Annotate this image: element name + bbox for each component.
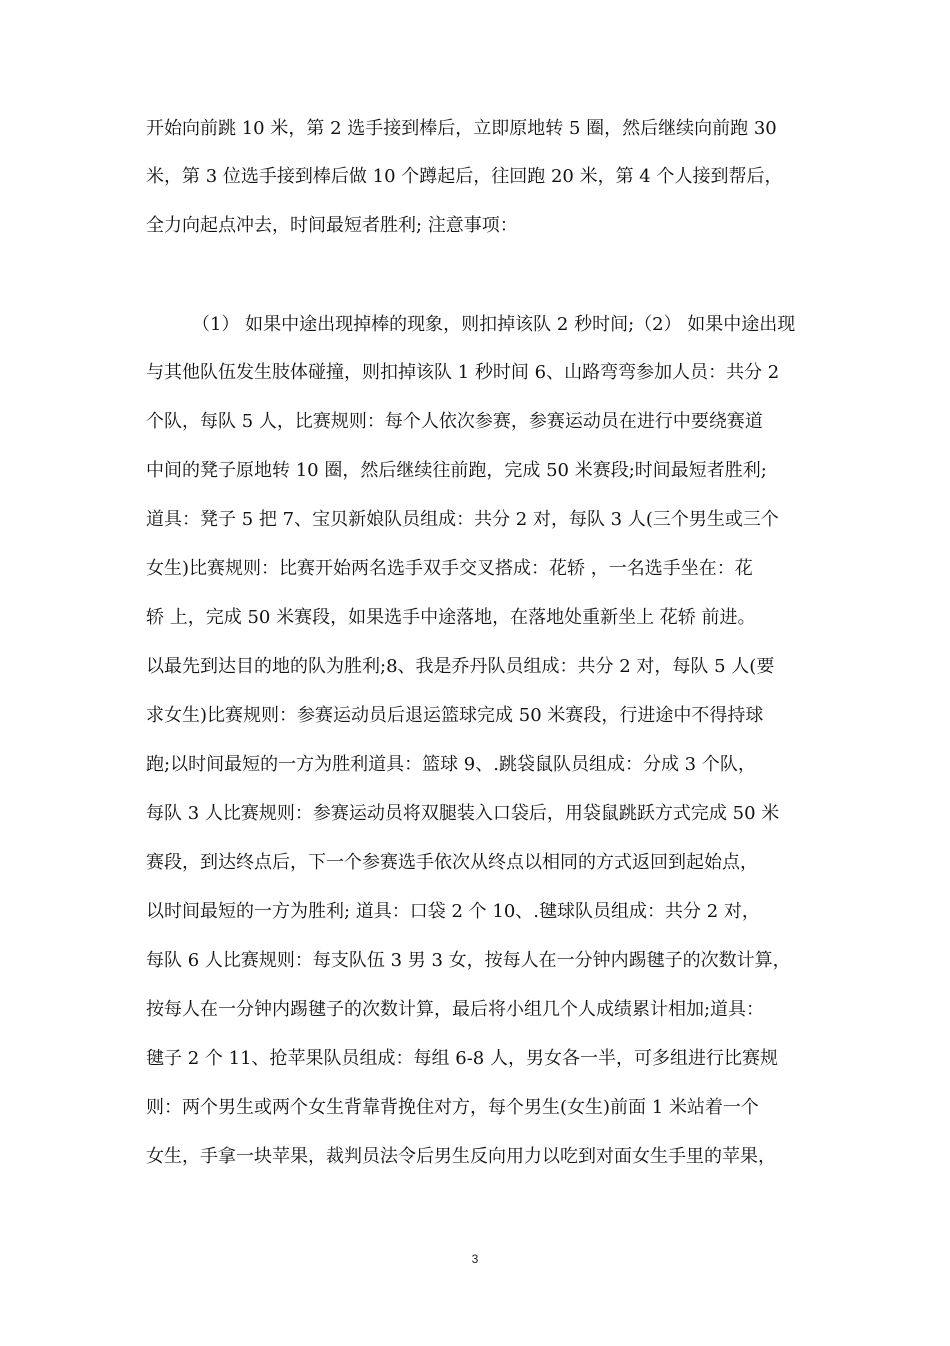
paragraph-2-line-17: 则：两个男生或两个女生背靠背挽住对方，每个男生(女生)前面 1 米站着一个 [146,1097,759,1118]
paragraph-2-line-6: 女生)比赛规则：比赛开始两名选手双手交叉搭成：花轿 ，一名选手坐在：花 [146,558,753,579]
paragraph-2-line-8: 以最先到达目的地的队为胜利;8、我是乔丹队员组成：共分 2 对，每队 5 人(要 [146,656,775,677]
paragraph-2-line-16: 毽子 2 个 11、抢苹果队员组成：每组 6-8 人，男女各一半，可多组进行比赛规 [146,1048,778,1069]
page-number: 3 [471,1252,479,1266]
paragraph-2-line-15: 按每人在一分钟内踢毽子的次数计算，最后将小组几个人成绩累计相加;道具： [146,999,765,1020]
paragraph-2-line-10: 跑;以时间最短的一方为胜利道具：篮球 9、.跳袋鼠队员组成：分成 3 个队， [146,754,756,775]
paragraph-2-line-1: （1） 如果中途出现掉棒的现象，则扣掉该队 2 秒时间;（2） 如果中途出现 [192,314,796,335]
paragraph-2-line-7: 轿 上，完成 50 米赛段，如果选手中途落地，在落地处重新坐上 花轿 前进。 [146,607,756,628]
paragraph-2-line-13: 以时间最短的一方为胜利; 道具：口袋 2 个 10、.毽球队员组成：共分 2 对， [146,901,760,922]
paragraph-1-line-1: 开始向前跳 10 米，第 2 选手接到棒后，立即原地转 5 圈，然后继续向前跑 30 [146,118,777,139]
paragraph-2-line-14: 每队 6 人比赛规则：每支队伍 3 男 3 女，按每人在一分钟内踢毽子的次数计算， [146,950,791,971]
paragraph-2-line-3: 个队，每队 5 人，比赛规则：每个人依次参赛，参赛运动员在进行中要绕赛道 [146,411,763,432]
paragraph-1-line-3: 全力向起点冲去，时间最短者胜利; 注意事项： [146,215,518,236]
paragraph-2-line-9: 求女生)比赛规则：参赛运动员后退运篮球完成 50 米赛段，行进途中不得持球 [146,705,764,726]
paragraph-1-line-2: 米，第 3 位选手接到棒后做 10 个蹲起后，往回跑 20 米，第 4 个人接到帮后， [146,166,783,187]
paragraph-2-line-2: 与其他队伍发生肢体碰撞，则扣掉该队 1 秒时间 6、山路弯弯参加人员：共分 2 [146,362,780,383]
paragraph-2-line-4: 中间的凳子原地转 10 圈，然后继续往前跑，完成 50 米赛段;时间最短者胜利; [146,460,767,481]
paragraph-2-line-11: 每队 3 人比赛规则：参赛运动员将双腿装入口袋后，用袋鼠跳跃方式完成 50 米 [146,803,780,824]
paragraph-2-line-18: 女生，手拿一块苹果，裁判员法令后男生反向用力以吃到对面女生手里的苹果， [146,1146,776,1167]
paragraph-2-line-12: 赛段，到达终点后，下一个参赛选手依次从终点以相同的方式返回到起始点， [146,852,758,873]
paragraph-2-line-5: 道具：凳子 5 把 7、宝贝新娘队员组成：共分 2 对，每队 3 人(三个男生或三个 [146,509,779,530]
